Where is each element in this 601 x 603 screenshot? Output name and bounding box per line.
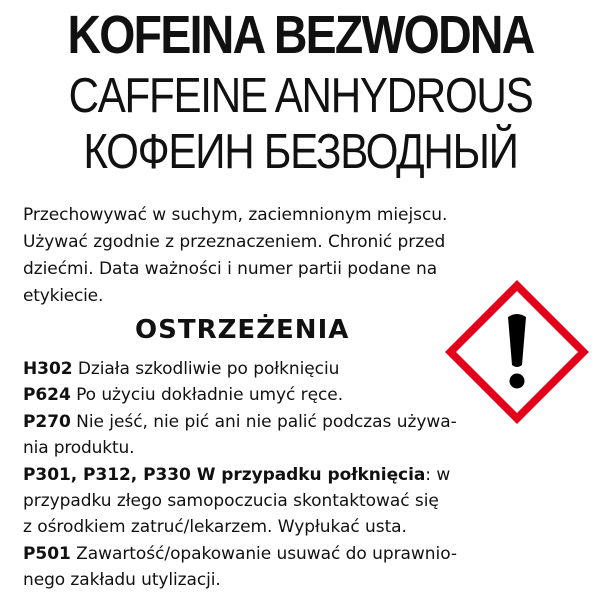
- title-english: CAFFEINE ANHYDROUS: [68, 69, 533, 123]
- storage-line: dziećmi. Data ważności i numer partii podane na: [23, 259, 438, 279]
- statement-bold-text: W przypadku połknięcia: [190, 464, 426, 485]
- statement-text: Nie jeść, nie pić ani nie palić podczas używa-: [70, 411, 457, 432]
- storage-line: Używać zgodnie z przeznaczeniem. Chronić przed: [23, 232, 446, 252]
- statement-code: P301, P312, P330: [23, 464, 191, 485]
- statement-p301: [23, 462, 583, 488]
- statement-h302: [23, 356, 583, 382]
- title-polish: KOFEINA BEZWODNA: [67, 5, 534, 65]
- storage-line: Przechowywać w suchym, zaciemnionym miejscu.: [23, 205, 448, 225]
- statement-p624: [23, 382, 583, 408]
- statement-text: : w: [425, 464, 451, 485]
- statement-p270-cont: nia produktu.: [23, 438, 135, 459]
- statement-code: P501: [23, 543, 71, 564]
- statement-p301-cont: przypadku złego samopoczucia skontaktować się: [23, 491, 439, 512]
- statement-p501: [23, 541, 583, 567]
- statement-code: H302: [23, 359, 73, 379]
- statement-p301-cont: z ośrodkiem zatruć/lekarzem. Wypłukać usta.: [23, 517, 407, 538]
- statement-text: Działa szkodliwie po połknięciu: [72, 359, 340, 379]
- statement-p501-cont: nego zakładu utylizacji.: [23, 570, 221, 591]
- statement-text: Zawartość/opakowanie usuwać do uprawnio-: [70, 543, 457, 564]
- storage-line: etykiecie.: [23, 286, 104, 306]
- statement-text: Po użyciu dokładnie umyć ręce.: [70, 385, 344, 406]
- statement-code: P270: [23, 411, 71, 432]
- hazard-statements: [23, 356, 583, 594]
- statement-code: P624: [23, 385, 71, 406]
- statement-p270: [23, 409, 583, 435]
- title-russian: КОФЕИН БЕЗВОДНЫЙ: [83, 125, 518, 179]
- warnings-heading: OSTRZEŻENIA: [135, 315, 350, 345]
